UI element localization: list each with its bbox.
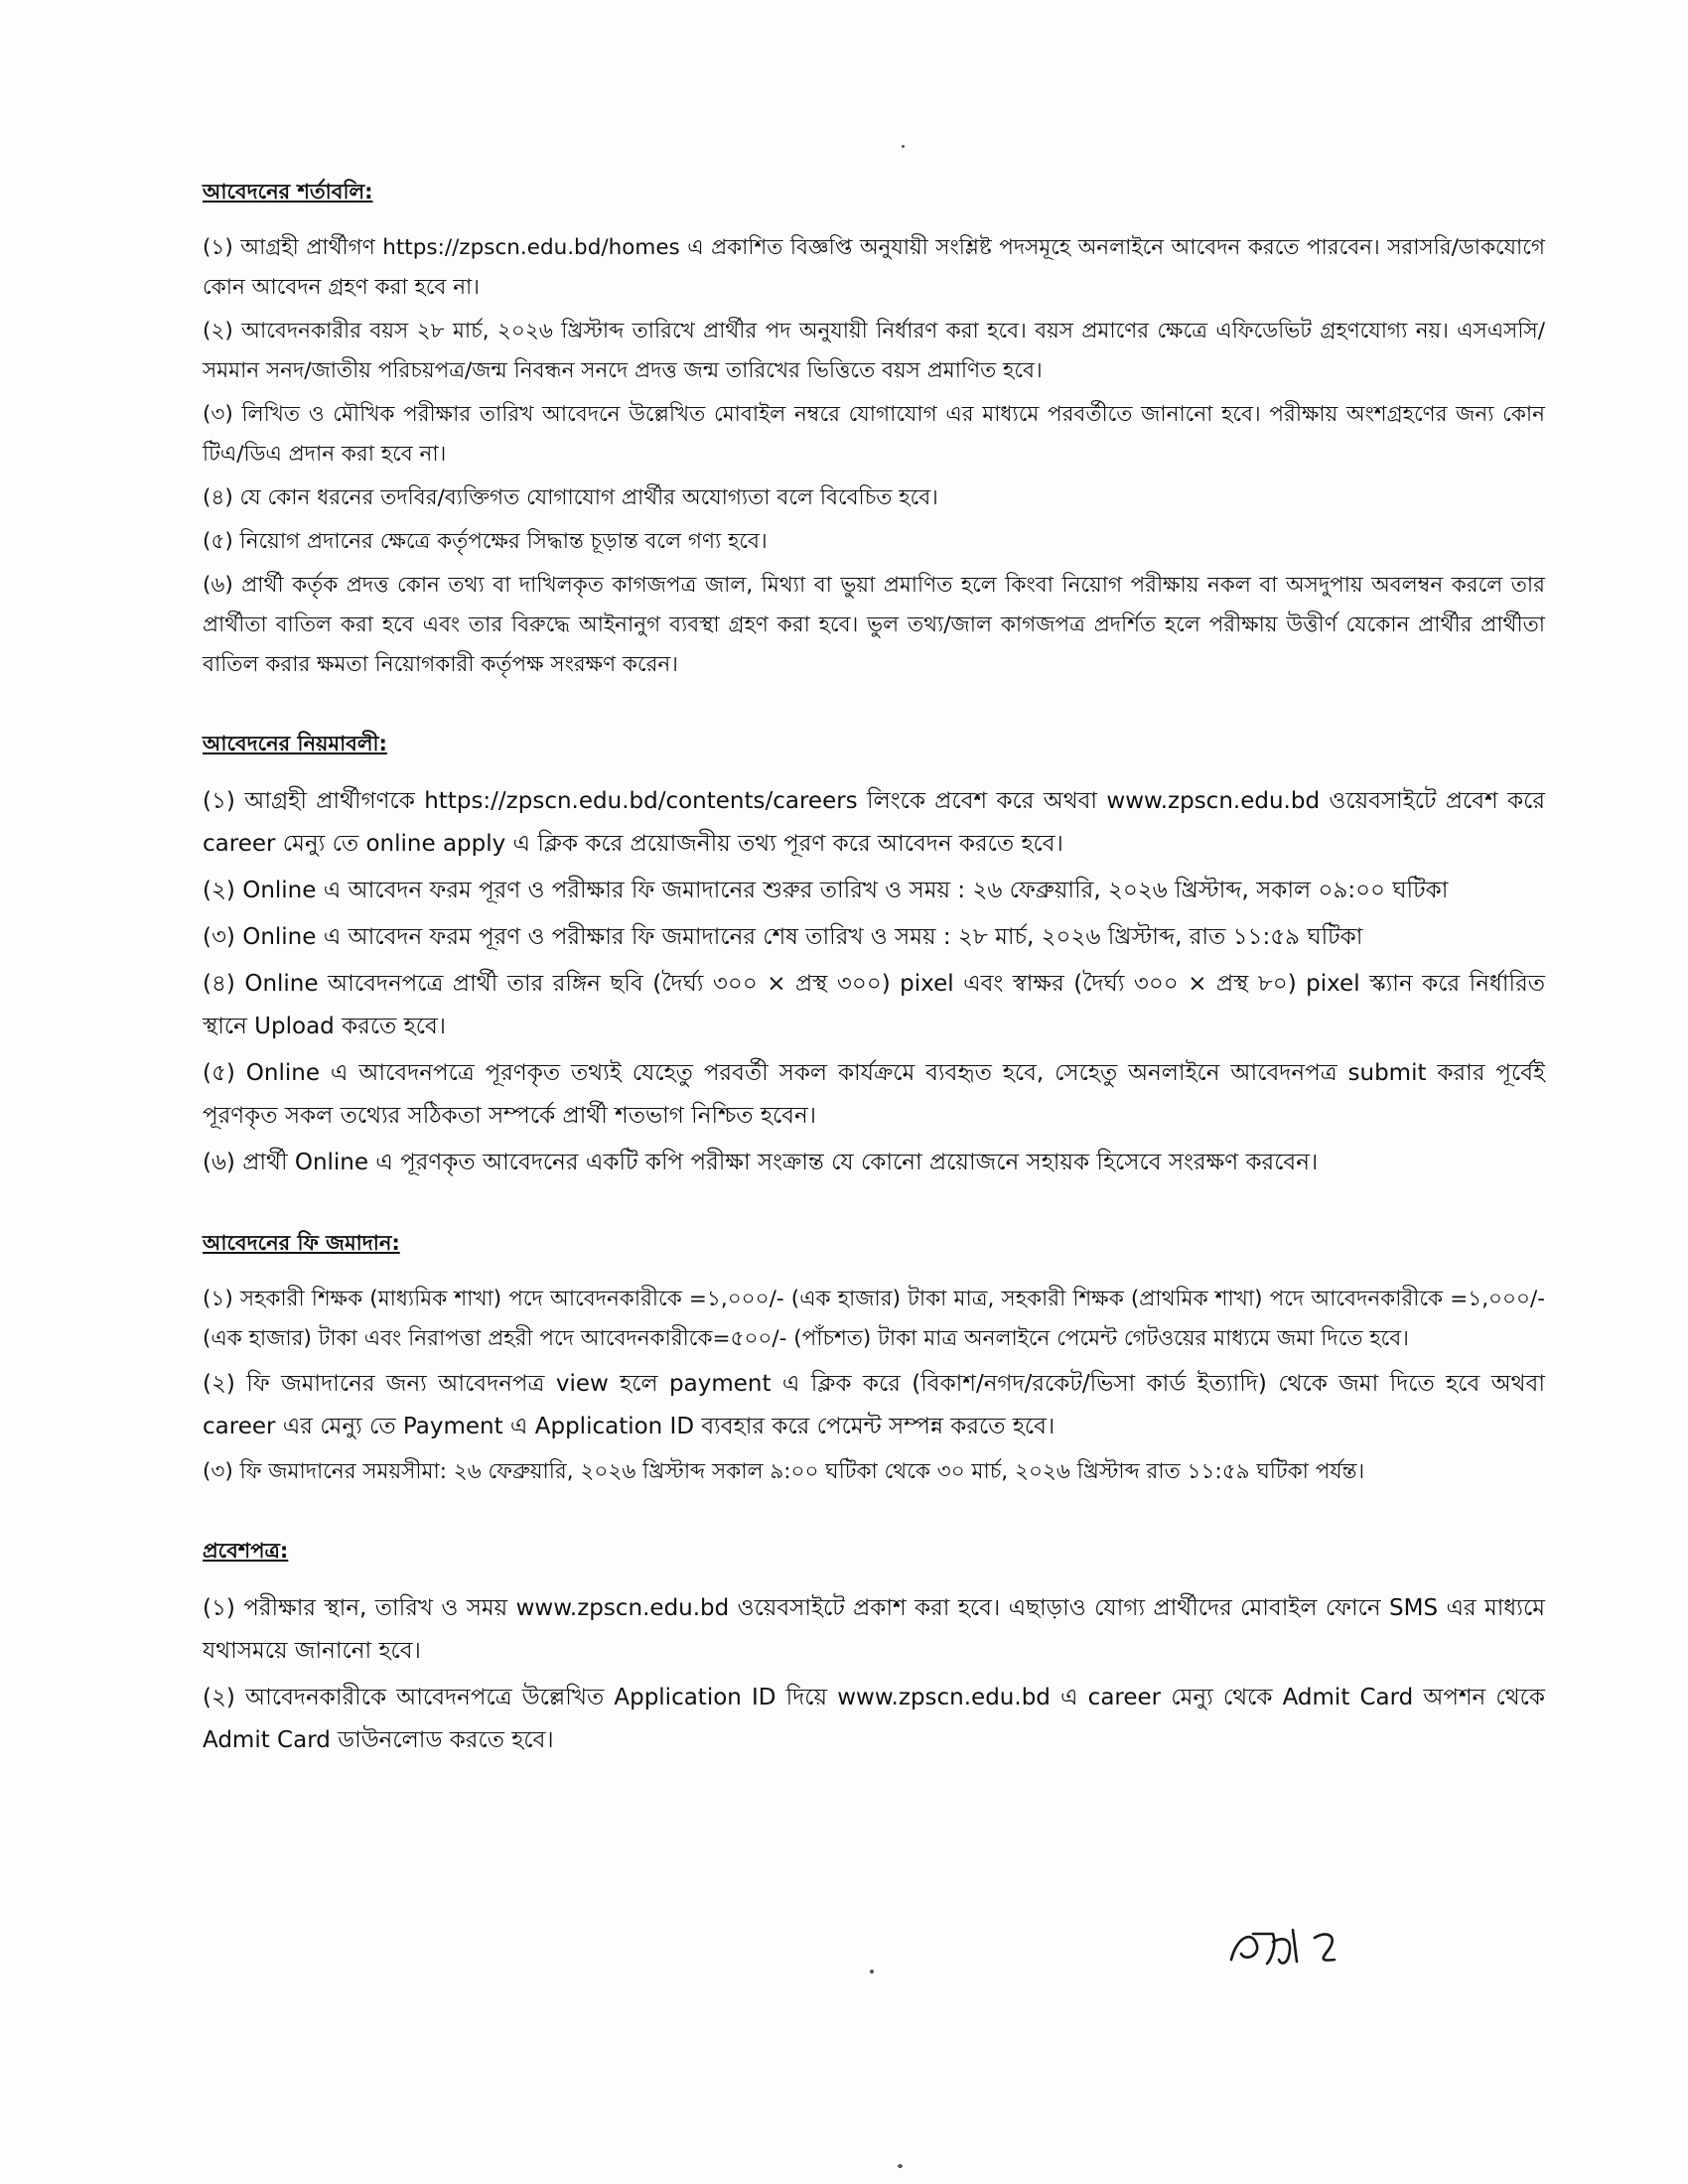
handwritten-signature — [1223, 1916, 1372, 1976]
list-item: (১) আগ্রহী প্রার্থীগণ https://zpscn.edu.bd/homes এ প্রকাশিত বিজ্ঞপ্তি অনুযায়ী সংশ্লিষ্ট পদসমূহে অনলাইনে আবেদন করতে পারবেন। সরাসরি/ডাকযোগে কোন আবেদন গ্রহণ করা হবে না। — [203, 235, 1545, 300]
scan-speck — [870, 1970, 874, 1974]
scan-speck — [902, 145, 905, 148]
section-terms — [203, 177, 1545, 685]
list-item: (৬) প্রার্থী Online এ পূরণকৃত আবেদনের একটি কপি পরীক্ষা সংক্রান্ত যে কোনো প্রয়োজনে সহায়ক হিসেবে সংরক্ষণ করবেন। — [203, 1150, 1319, 1175]
list-item: (৫) Online এ আবেদনপত্রে পূরণকৃত তথ্যই যেহেতু পরবর্তী সকল কার্যক্রমে ব্যবহৃত হবে, সেহেতু অনলাইনে আবেদনপত্র submit করার পূর্বেই পূরণকৃত সকল তথ্যের সঠিকতা সম্পর্কে প্রার্থী শতভাগ নিশ্চিত হবেন। — [203, 1060, 1545, 1129]
list-item: (৬) প্রার্থী কর্তৃক প্রদত্ত কোন তথ্য বা দাখিলকৃত কাগজপত্র জাল, মিথ্যা বা ভুয়া প্রমাণিত হলে কিংবা নিয়োগ পরীক্ষায় নকল বা অসদুপায় অবলম্বন করলে তার প্রার্থীতা বাতিল করা হবে এবং তার বিরুদ্ধে আইনানুগ ব্যবস্থা গ্রহণ করা হবে। ভুল তথ্য/জাল কাগজপত্র প্রদর্শিত হলে পরীক্ষায় উত্তীর্ণ যেকোন প্রার্থীর প্রার্থীতা বাতিল করার ক্ষমতা নিয়োগকারী কর্তৃপক্ষ সংরক্ষণ করেন। — [203, 573, 1545, 677]
section-admit-card — [203, 1536, 1545, 1762]
section-rules — [203, 729, 1545, 1184]
list-item: (৪) Online আবেদনপত্রে প্রার্থী তার রঙ্গিন ছবি (দৈর্ঘ্য ৩০০ × প্রস্থ ৩০০) pixel এবং স্বাক্ষর (দৈর্ঘ্য ৩০০ × প্রস্থ ৮০) pixel স্ক্যান করে নির্ধারিত স্থানে Upload করতে হবে। — [203, 971, 1545, 1039]
section-heading: আবেদনের ফি জমাদান: — [203, 1231, 400, 1255]
section-heading: আবেদনের শর্তাবলি: — [203, 180, 373, 204]
list-item: (২) আবেদনকারীর বয়স ২৮ মার্চ, ২০২৬ খ্রিস্টাব্দ তারিখে প্রার্থীর পদ অনুযায়ী নির্ধারণ করা হবে। বয়স প্রমাণের ক্ষেত্রে এফিডেভিট গ্রহণযোগ্য নয়। এসএসসি/সমমান সনদ/জাতীয় পরিচয়পত্র/জন্ম নিবন্ধন সনদে প্রদত্ত জন্ম তারিখের ভিত্তিতে বয়স প্রমাণিত হবে। — [203, 319, 1545, 383]
list-item: (২) ফি জমাদানের জন্য আবেদনপত্র view হলে payment এ ক্লিক করে (বিকাশ/নগদ/রকেট/ভিসা কার্ড ইত্যাদি) থেকে জমা দিতে হবে অথবা career এর মেন্যু তে Payment এ Application ID ব্যবহার করে পেমেন্ট সম্পন্ন করতে হবে। — [203, 1371, 1545, 1439]
document-body — [203, 177, 1545, 1806]
list-item: (২) Online এ আবেদন ফরম পূরণ ও পরীক্ষার ফি জমাদানের শুরুর তারিখ ও সময় : ২৬ ফেব্রুয়ারি, ২০২৬ খ্রিস্টাব্দ, সকাল ০৯:০০ ঘটিকা — [203, 878, 1449, 903]
list-item: (৪) যে কোন ধরনের তদবির/ব্যক্তিগত যোগাযোগ প্রার্থীর অযোগ্যতা বলে বিবেচিত হবে। — [203, 485, 938, 510]
list-item: (১) আগ্রহী প্রার্থীগণকে https://zpscn.edu.bd/contents/careers লিংকে প্রবেশ করে অথবা www.zpscn.edu.bd ওয়েবসাইটে প্রবেশ করে career মেন্যু তে online apply এ ক্লিক করে প্রয়োজনীয় তথ্য পূরণ করে আবেদন করতে হবে। — [203, 788, 1545, 857]
section-fee — [203, 1228, 1545, 1492]
scan-speck — [898, 2164, 903, 2168]
list-item: (৩) ফি জমাদানের সময়সীমা: ২৬ ফেব্রুয়ারি, ২০২৬ খ্রিস্টাব্দ সকাল ৯:০০ ঘটিকা থেকে ৩০ মার্চ, ২০২৬ খ্রিস্টাব্দ রাত ১১:৫৯ ঘটিকা পর্যন্ত। — [203, 1459, 1365, 1484]
list-item: (২) আবেদনকারীকে আবেদনপত্রে উল্লেখিত Application ID দিয়ে www.zpscn.edu.bd এ career মেন্যু থেকে Admit Card অপশন থেকে Admit Card ডাউনলোড করতে হবে। — [203, 1685, 1545, 1753]
list-item: (৩) Online এ আবেদন ফরম পূরণ ও পরীক্ষার ফি জমাদানের শেষ তারিখ ও সময় : ২৮ মার্চ, ২০২৬ খ্রিস্টাব্দ, রাত ১১:৫৯ ঘটিকা — [203, 924, 1363, 950]
list-item: (৫) নিয়োগ প্রদানের ক্ষেত্রে কর্তৃপক্ষের সিদ্ধান্ত চূড়ান্ত বলে গণ্য হবে। — [203, 529, 768, 554]
section-heading: আবেদনের নিয়মাবলী: — [203, 732, 387, 755]
list-item: (১) সহকারী শিক্ষক (মাধ্যমিক শাখা) পদে আবেদনকারীকে =১,০০০/- (এক হাজার) টাকা মাত্র, সহকারী শিক্ষক (প্রাথমিক শাখা) পদে আবেদনকারীকে =১,০০০/- (এক হাজার) টাকা এবং নিরাপত্তা প্রহরী পদে আবেদনকারীকে=৫০০/- (পাঁচশত) টাকা মাত্র অনলাইনে পেমেন্ট গেটওয়ের মাধ্যমে জমা দিতে হবে। — [203, 1287, 1545, 1351]
section-heading: প্রবেশপত্র: — [203, 1539, 289, 1563]
list-item: (৩) লিখিত ও মৌখিক পরীক্ষার তারিখ আবেদনে উল্লেখিত মোবাইল নম্বরে যোগাযোগ এর মাধ্যমে পরবর্তীতে জানানো হবে। পরীক্ষায় অংশগ্রহণের জন্য কোন টিএ/ডিএ প্রদান করা হবে না। — [203, 402, 1545, 467]
list-item: (১) পরীক্ষার স্থান, তারিখ ও সময় www.zpscn.edu.bd ওয়েবসাইটে প্রকাশ করা হবে। এছাড়াও যোগ্য প্রার্থীদের মোবাইল ফোনে SMS এর মাধ্যমে যথাসময়ে জানানো হবে। — [203, 1595, 1545, 1664]
